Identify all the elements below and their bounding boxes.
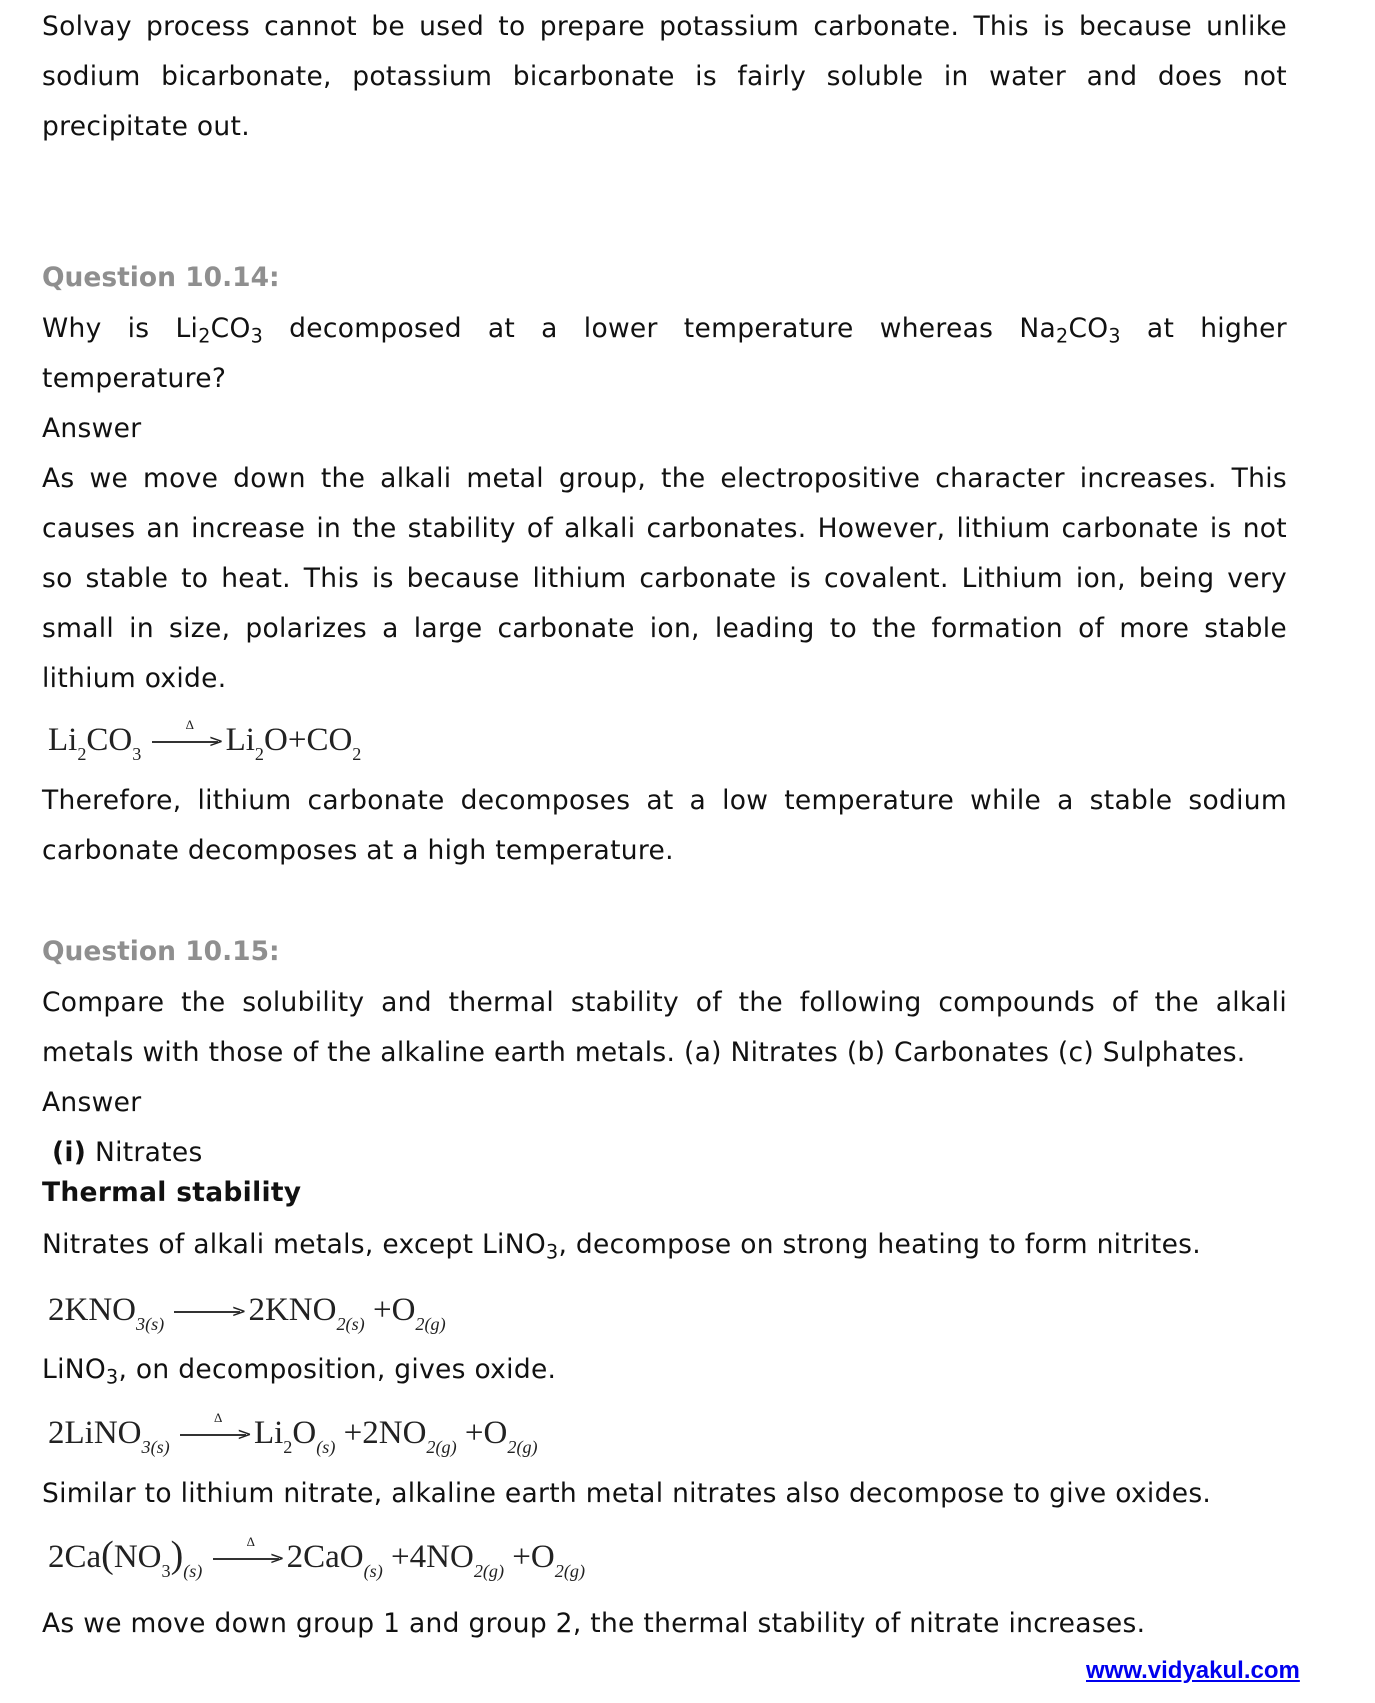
equation-caNO3-decomposition xyxy=(48,1530,585,1582)
q14-subscript: 2 xyxy=(1055,325,1069,348)
equation-lino3-decomposition xyxy=(48,1408,538,1458)
intro-line-1: Solvay process cannot be used to prepare potassium carbonate. This is because unlike xyxy=(42,11,1287,42)
heat-condition: Δ xyxy=(246,1534,255,1550)
question-10-15-heading: Question 10.15: xyxy=(42,936,280,967)
eq-plus: + xyxy=(464,1415,484,1451)
heat-condition: Δ xyxy=(185,717,194,733)
eq-subscript: (s) xyxy=(363,1560,383,1581)
equation-li2co3-decomposition xyxy=(48,715,361,765)
nitrates-text xyxy=(42,1220,1287,1271)
question-10-15-line: Compare the solubility and thermal stability of the following compounds of the alkali xyxy=(42,987,1287,1018)
question-10-14-heading: Question 10.14: xyxy=(42,262,280,293)
eq-subscript: 3 xyxy=(161,1560,171,1581)
q14-text-part: Why is Li xyxy=(42,313,199,344)
eq-term: Li xyxy=(253,1415,284,1451)
conclusion-line: carbonate decomposes at a high temperature. xyxy=(42,835,674,866)
eq-plus: + xyxy=(287,722,307,758)
eq-subscript: (s) xyxy=(316,1436,336,1457)
section-title: Nitrates xyxy=(94,1137,203,1168)
reaction-arrow-icon: > Δ xyxy=(213,1549,285,1569)
answer-label: Answer xyxy=(42,413,142,444)
eq-term: CO xyxy=(86,722,133,758)
eq-plus: + xyxy=(372,1292,392,1328)
answer-line: small in size, polarizes a large carbonate ion, leading to the formation of more stable xyxy=(42,613,1287,644)
eq-subscript: 3(s) xyxy=(136,1313,165,1334)
eq-subscript: 3 xyxy=(132,743,142,764)
eq-term: O xyxy=(391,1292,416,1328)
q14-text-part: CO xyxy=(210,313,251,344)
eq-plus: + xyxy=(512,1539,531,1575)
answer-line: causes an increase in the stability of alkali carbonates. However, lithium carbonate is not xyxy=(42,513,1287,544)
eq-subscript: 2(g) xyxy=(507,1436,538,1457)
eq-term: O xyxy=(530,1539,555,1575)
answer-line: so stable to heat. This is because lithium carbonate is covalent. Lithium ion, being very xyxy=(42,563,1287,594)
eq-term: Li xyxy=(225,722,255,758)
eq-subscript: 2(g) xyxy=(473,1560,505,1581)
text-part: LiNO xyxy=(42,1354,107,1385)
reaction-arrow-icon: > Δ xyxy=(180,1425,252,1445)
question-10-14-text xyxy=(42,304,1287,355)
section-number: (i) xyxy=(52,1137,87,1168)
eq-term: O xyxy=(263,722,288,758)
eq-term: 4NO xyxy=(409,1539,474,1575)
conclusion-line: Therefore, lithium carbonate decomposes at a low temperature while a stable sodium xyxy=(42,785,1287,816)
q14-text-part: at higher xyxy=(1120,313,1287,344)
q14-text-part: CO xyxy=(1068,313,1109,344)
eq-term: O xyxy=(292,1415,317,1451)
eq-subscript: 2 xyxy=(352,743,362,764)
text-part: , decompose on strong heating to form nitrites. xyxy=(558,1229,1201,1260)
eq-subscript: 2(g) xyxy=(426,1436,457,1457)
eq-subscript: 2 xyxy=(283,1436,293,1457)
subscript: 3 xyxy=(546,1241,559,1264)
answer-line: lithium oxide. xyxy=(42,663,227,694)
eq-subscript: 2(g) xyxy=(554,1560,585,1581)
subscript: 3 xyxy=(106,1366,119,1389)
eq-term: 2LiNO xyxy=(48,1415,142,1451)
q14-text-part: decomposed at a lower temperature whereas Na xyxy=(263,313,1056,344)
eq-term: 2CaO xyxy=(286,1539,364,1575)
alkaline-earth-text: Similar to lithium nitrate, alkaline earth metal nitrates also decompose to give oxides. xyxy=(42,1478,1212,1509)
eq-term: Li xyxy=(48,722,78,758)
eq-paren: ) xyxy=(170,1534,184,1576)
eq-term: O xyxy=(483,1415,508,1451)
stability-trend-text: As we move down group 1 and group 2, the thermal stability of nitrate increases. xyxy=(42,1608,1146,1639)
eq-subscript: 2(s) xyxy=(336,1313,365,1334)
q14-subscript: 3 xyxy=(250,325,264,348)
reaction-arrow-icon: > xyxy=(174,1302,246,1322)
eq-subscript: 3(s) xyxy=(141,1436,170,1457)
q14-subscript: 2 xyxy=(198,325,211,348)
eq-term: 2Ca xyxy=(48,1539,102,1575)
answer-line: As we move down the alkali metal group, the electropositive character increases. This xyxy=(42,463,1287,494)
question-10-15-line: metals with those of the alkaline earth metals. (a) Nitrates (b) Carbonates (c) Sulphates. xyxy=(42,1037,1246,1068)
eq-term: 2NO xyxy=(362,1415,427,1451)
eq-plus: + xyxy=(391,1539,410,1575)
text-part: Nitrates of alkali metals, except LiNO xyxy=(42,1229,547,1260)
equation-kno3-decomposition xyxy=(48,1285,446,1335)
heat-condition: Δ xyxy=(213,1410,223,1426)
eq-paren: ( xyxy=(101,1534,114,1576)
intro-line-2: sodium bicarbonate, potassium bicarbonate is fairly soluble in water and does not xyxy=(42,61,1287,92)
eq-subscript: 2 xyxy=(77,743,87,764)
vidyakul-website-link[interactable]: www.vidyakul.com xyxy=(1086,1657,1300,1684)
reaction-arrow-icon: > Δ xyxy=(152,732,224,752)
eq-term: 2KNO xyxy=(248,1292,337,1328)
question-10-14-text-line-2: temperature? xyxy=(42,363,227,394)
q14-subscript: 3 xyxy=(1108,325,1121,348)
subheading-thermal-stability: Thermal stability xyxy=(42,1177,302,1208)
eq-term: 2KNO xyxy=(48,1292,136,1328)
answer-label: Answer xyxy=(42,1087,142,1118)
eq-term: CO xyxy=(306,722,353,758)
eq-plus: + xyxy=(343,1415,363,1451)
intro-line-3: precipitate out. xyxy=(42,111,250,142)
text-part: , on decomposition, gives oxide. xyxy=(118,1354,557,1385)
eq-term: NO xyxy=(113,1539,162,1575)
eq-subscript: 2(g) xyxy=(415,1313,446,1334)
eq-subscript: 2 xyxy=(254,743,264,764)
eq-subscript: (s) xyxy=(183,1560,203,1581)
lino3-text xyxy=(42,1345,1287,1396)
